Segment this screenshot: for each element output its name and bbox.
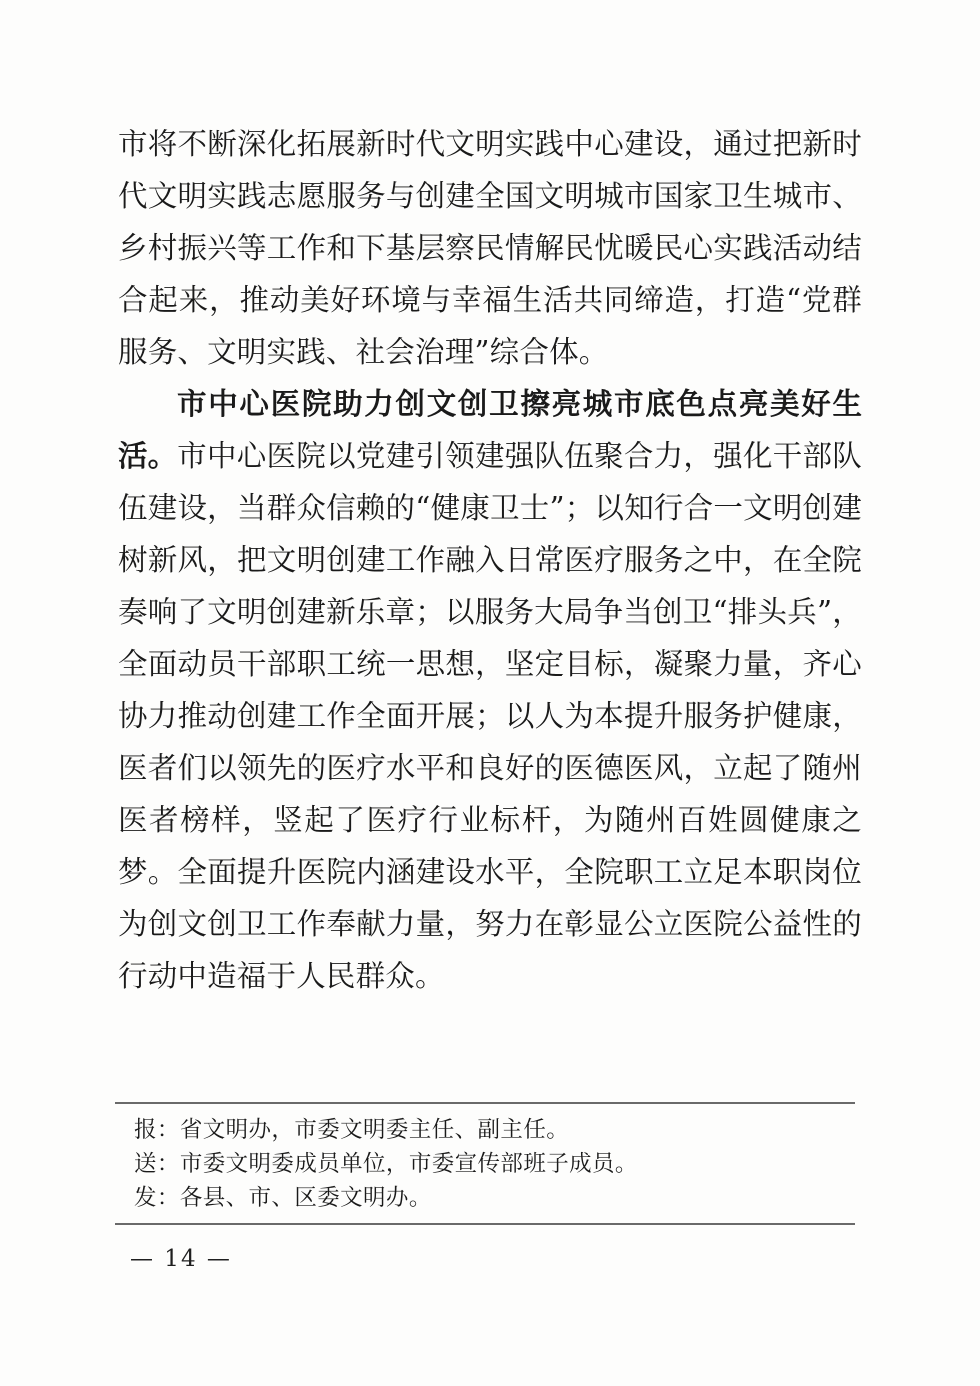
distribution-line-song — [115, 1147, 855, 1181]
distribution-line-fa — [115, 1181, 855, 1215]
distribution-value-bao: 省文明办，市委文明委主任、副主任。 — [179, 1117, 570, 1143]
distribution-value-fa: 各县、市、区委文明办。 — [179, 1185, 432, 1211]
distribution-bottom-rule — [115, 1223, 855, 1225]
paragraph-hospital-heading: 市中心医院助力创文创卫擦亮城市底色点亮美好生活。 — [118, 387, 862, 473]
distribution-label-song: 送： — [134, 1151, 180, 1177]
paragraph-continuation — [118, 118, 862, 378]
distribution-line-bao — [115, 1113, 855, 1147]
document-body — [118, 118, 862, 1002]
page-number: — 14 — — [130, 1246, 232, 1272]
paragraph-hospital — [118, 378, 862, 1002]
distribution-block — [115, 1102, 855, 1225]
paragraph-continuation-text: 市将不断深化拓展新时代文明实践中心建设，通过把新时代文明实践志愿服务与创建全国文明城市国家卫生城市、乡村振兴等工作和下基层察民情解民忧暖民心实践活动结合起来，推动美好环境与幸福生活共同缔造，打造“党群服务、文明实践、社会治理”综合体。 — [118, 127, 862, 369]
paragraph-hospital-text: 市中心医院以党建引领建强队伍聚合力，强化干部队伍建设，当群众信赖的“健康卫士”；以知行合一文明创建树新风，把文明创建工作融入日常医疗服务之中，在全院奏响了文明创建新乐章；以服务大局争当创卫“排头兵”，全面动员干部职工统一思想，坚定目标，凝聚力量，齐心协力推动创建工作全面开展；以人为本提升服务护健康，医者们以领先的医疗水平和良好的医德医风，立起了随州医者榜样，竖起了医疗行业标杆，为随州百姓圆健康之梦。全面提升医院内涵建设水平，全院职工立足本职岗位为创文创卫工作奉献力量，努力在彰显公立医院公益性的行动中造福于人民群众。 — [118, 439, 862, 993]
distribution-label-bao: 报： — [134, 1117, 180, 1143]
distribution-label-fa: 发： — [134, 1185, 180, 1211]
distribution-value-song: 市委文明委成员单位，市委宣传部班子成员。 — [179, 1151, 638, 1177]
distribution-list — [115, 1104, 855, 1223]
